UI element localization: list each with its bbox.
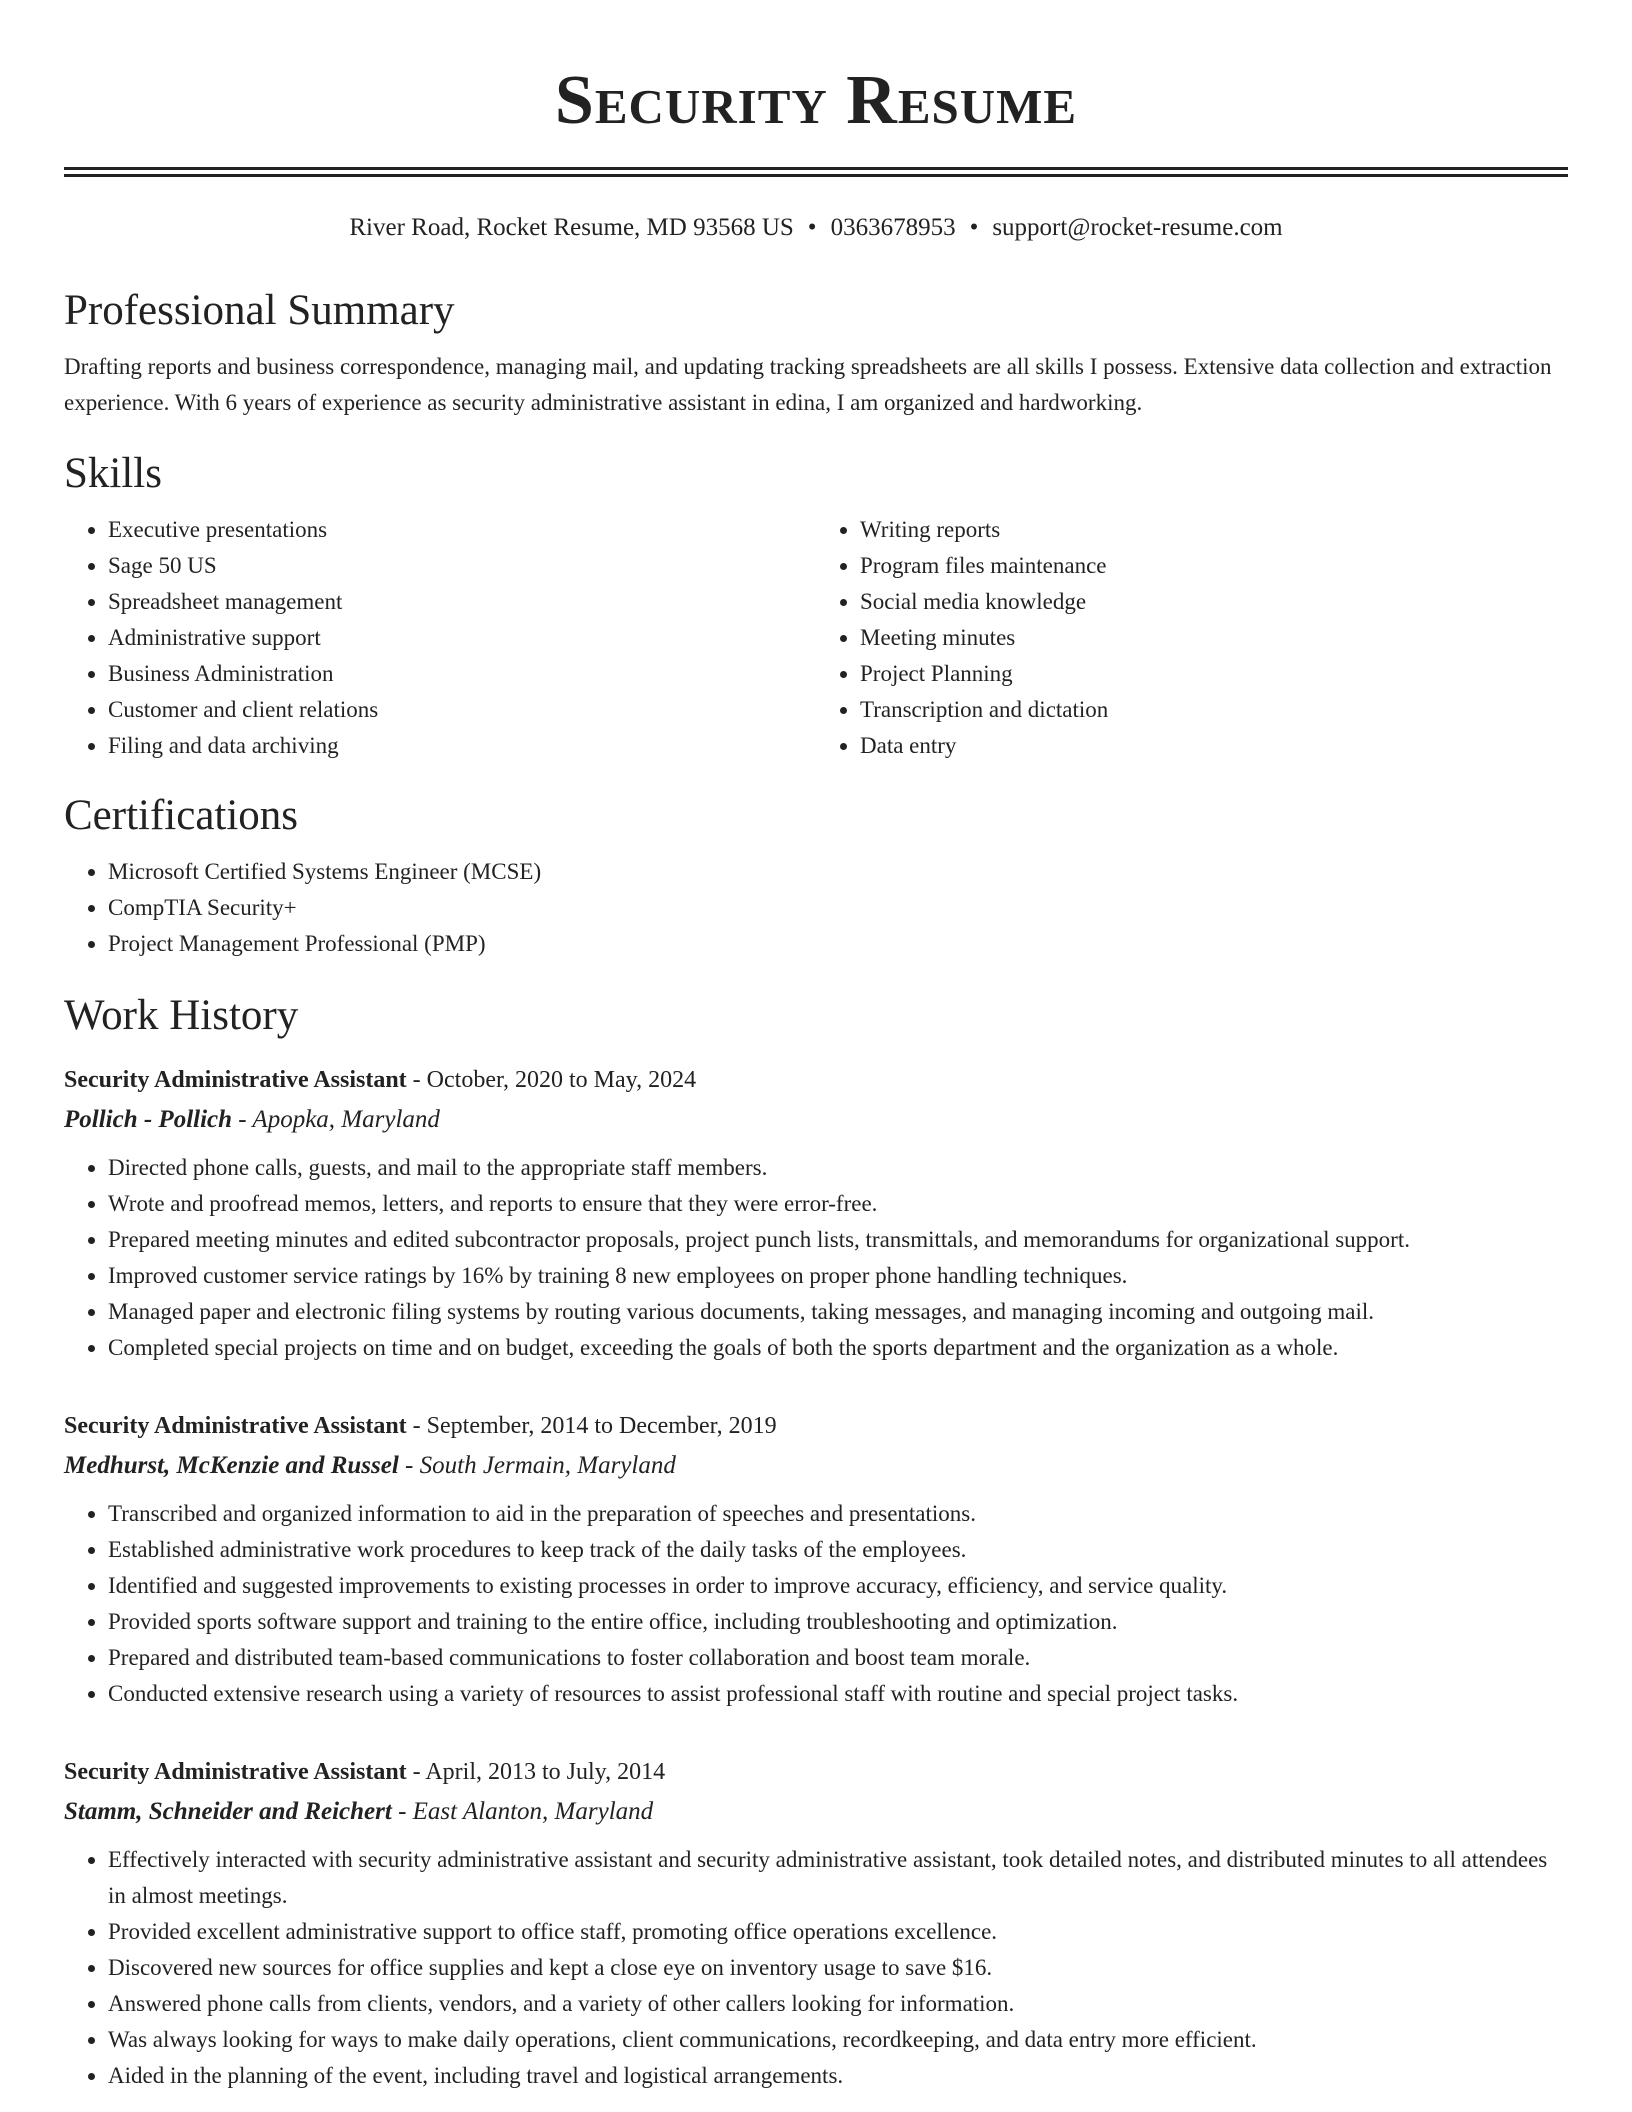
- job-bullet: • Identified and suggested improvements to existing processes in order to improve accuracy, efficiency, and service quality.: [108, 1568, 1568, 1604]
- skill-item: • Project Planning: [860, 656, 1568, 692]
- section-heading-certifications: Certifications: [64, 792, 299, 839]
- job-title-line: Security Administrative Assistant - April, 2013 to July, 2014: [64, 1759, 666, 1785]
- resume-content: [64, 0, 1568, 2094]
- skill-item: • Data entry: [860, 728, 1568, 764]
- job-bullet: • Prepared and distributed team-based communications to foster collaboration and boost team morale.: [108, 1640, 1568, 1676]
- contact-separator: •: [807, 214, 817, 241]
- job-bullet: • Wrote and proofread memos, letters, and reports to ensure that they were error-free.: [108, 1186, 1568, 1222]
- job-entry: [64, 1752, 1568, 2094]
- contact-phone: 0363678953: [830, 214, 956, 241]
- job-employer-line: Medhurst, McKenzie and Russel - South Jermain, Maryland: [64, 1452, 676, 1479]
- section-heading-skills: Skills: [64, 450, 162, 497]
- skill-item: • Customer and client relations: [108, 692, 816, 728]
- job-bullets: [64, 1842, 1568, 2094]
- job-bullet: • Answered phone calls from clients, vendors, and a variety of other callers looking for information.: [108, 1986, 1568, 2022]
- job-dates: April, 2013 to July, 2014: [425, 1759, 666, 1785]
- job-bullet: • Completed special projects on time and on budget, exceeding the goals of both the sports department and the organization as a whole.: [108, 1330, 1568, 1366]
- job-title: Security Administrative Assistant: [64, 1413, 407, 1439]
- skill-item: • Executive presentations: [108, 512, 816, 548]
- skill-item: • Business Administration: [108, 656, 816, 692]
- job-entry: [64, 1060, 1568, 1366]
- job-employer: Medhurst, McKenzie and Russel: [64, 1452, 399, 1479]
- skills-list-left: [64, 512, 816, 764]
- work-history-list: [64, 1060, 1568, 2094]
- skill-item: • Program files maintenance: [860, 548, 1568, 584]
- skill-item: • Social media knowledge: [860, 584, 1568, 620]
- job-bullet: • Provided excellent administrative support to office staff, promoting office operations excellence.: [108, 1914, 1568, 1950]
- job-title-line: Security Administrative Assistant - September, 2014 to December, 2019: [64, 1413, 777, 1439]
- section-heading-work-history: Work History: [64, 992, 299, 1039]
- skills-columns: [64, 512, 1568, 764]
- section-heading-summary: Professional Summary: [64, 287, 455, 334]
- skill-item: • Transcription and dictation: [860, 692, 1568, 728]
- certification-item: • Project Management Professional (PMP): [108, 926, 1568, 962]
- job-bullet: • Aided in the planning of the event, including travel and logistical arrangements.: [108, 2058, 1568, 2094]
- contact-line: [64, 211, 1568, 245]
- job-title: Security Administrative Assistant: [64, 1759, 407, 1785]
- job-bullet: • Established administrative work procedures to keep track of the daily tasks of the employees.: [108, 1532, 1568, 1568]
- job-title: Security Administrative Assistant: [64, 1067, 407, 1093]
- job-bullet: • Transcribed and organized information to aid in the preparation of speeches and presentations.: [108, 1496, 1568, 1532]
- job-employer-line: Pollich - Pollich - Apopka, Maryland: [64, 1106, 440, 1133]
- job-bullet: • Conducted extensive research using a variety of resources to assist professional staff with routine and special project tasks.: [108, 1676, 1568, 1712]
- job-bullet: • Managed paper and electronic filing systems by routing various documents, taking messages, and managing incoming and outgoing mail.: [108, 1294, 1568, 1330]
- job-bullets: [64, 1150, 1568, 1366]
- skill-item: • Writing reports: [860, 512, 1568, 548]
- contact-separator: •: [969, 214, 979, 241]
- skills-list-right: [816, 512, 1568, 764]
- job-bullet: • Was always looking for ways to make daily operations, client communications, recordkeeping, and data entry more efficient.: [108, 2022, 1568, 2058]
- job-location: East Alanton, Maryland: [412, 1798, 654, 1825]
- job-bullet: • Directed phone calls, guests, and mail to the appropriate staff members.: [108, 1150, 1568, 1186]
- job-bullet: • Improved customer service ratings by 16% by training 8 new employees on proper phone handling techniques.: [108, 1258, 1568, 1294]
- job-bullet: • Discovered new sources for office supplies and kept a close eye on inventory usage to save $16.: [108, 1950, 1568, 1986]
- job-location: Apopka, Maryland: [252, 1106, 440, 1133]
- certifications-list: [64, 854, 1568, 962]
- job-dates: October, 2020 to May, 2024: [426, 1067, 697, 1093]
- job-entry: [64, 1406, 1568, 1712]
- job-bullet: • Prepared meeting minutes and edited subcontractor proposals, project punch lists, transmittals, and memorandums for organizational support.: [108, 1222, 1568, 1258]
- certification-item: • CompTIA Security+: [108, 890, 1568, 926]
- job-title-line: Security Administrative Assistant - October, 2020 to May, 2024: [64, 1067, 697, 1093]
- job-employer: Stamm, Schneider and Reichert: [64, 1798, 392, 1825]
- certification-item: • Microsoft Certified Systems Engineer (MCSE): [108, 854, 1568, 890]
- job-bullet: • Effectively interacted with security administrative assistant and security administrative assistant, took detailed notes, and distributed minutes to all attendees in almost meetings.: [108, 1842, 1568, 1914]
- job-employer-line: Stamm, Schneider and Reichert - East Alanton, Maryland: [64, 1798, 654, 1825]
- job-dates: September, 2014 to December, 2019: [426, 1413, 777, 1439]
- title-double-rule: [64, 167, 1568, 177]
- skill-item: • Filing and data archiving: [108, 728, 816, 764]
- summary-text: Drafting reports and business correspondence, managing mail, and updating tracking spreadsheets are all skills I possess. Extensive data collection and extraction experience. With 6 years of experience as security administrative assistant in edina, I am organized and hardworking.: [64, 354, 1552, 415]
- job-bullet: • Provided sports software support and training to the entire office, including troubleshooting and optimization.: [108, 1604, 1568, 1640]
- skill-item: • Administrative support: [108, 620, 816, 656]
- contact-email: support@rocket-resume.com: [992, 214, 1283, 241]
- skill-item: • Meeting minutes: [860, 620, 1568, 656]
- job-employer: Pollich - Pollich: [64, 1106, 233, 1133]
- contact-address: River Road, Rocket Resume, MD 93568 US: [349, 214, 794, 241]
- skill-item: • Sage 50 US: [108, 548, 816, 584]
- job-bullets: [64, 1496, 1568, 1712]
- resume-title: Security Resume: [554, 62, 1078, 139]
- skill-item: • Spreadsheet management: [108, 584, 816, 620]
- job-location: South Jermain, Maryland: [419, 1452, 676, 1479]
